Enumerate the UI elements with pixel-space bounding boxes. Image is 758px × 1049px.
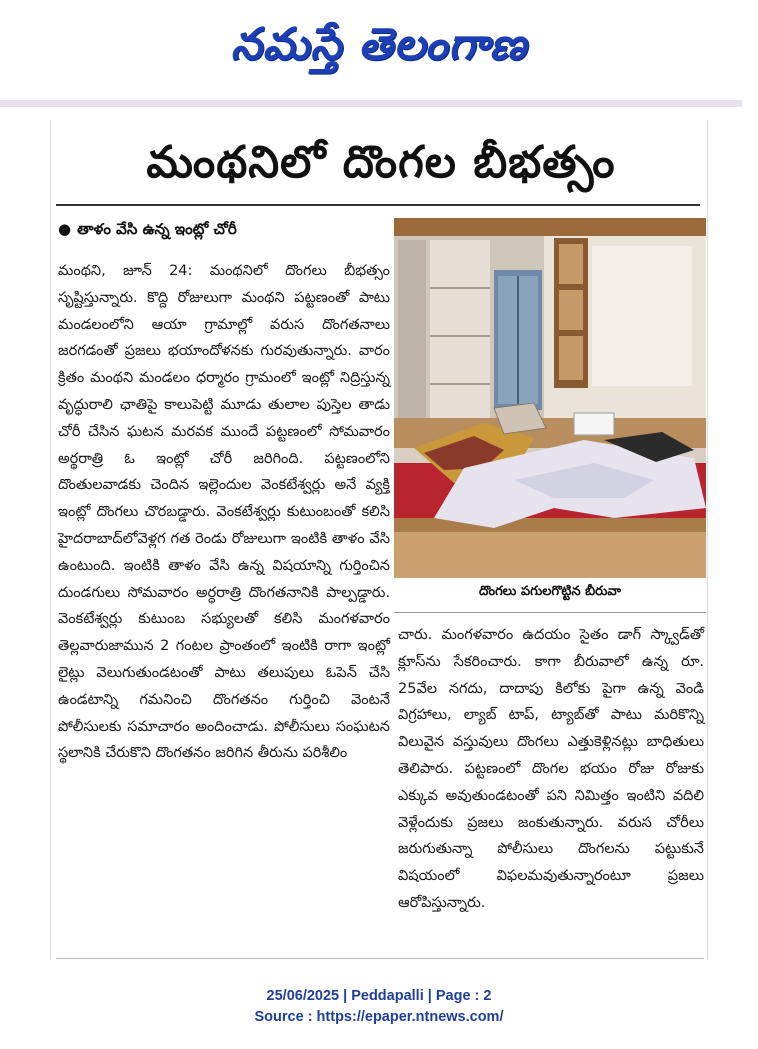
masthead xyxy=(0,0,758,100)
photo-caption: దొంగలు పగులగొట్టిన బీరువా xyxy=(479,584,621,599)
footer-edition-info: 25/06/2025 | Peddapalli | Page : 2 xyxy=(266,988,492,1004)
body-text-right: చారు. మంగళవారం ఉదయం సైతం డాగ్ స్క్వాడ్‌తో క్లూస్‌ను సేకరించారు. కాగా బీరువాలో ఉన్న రూ. 25వేల నగదు, దాదాపు కిలోకు పైగా ఉన్న వెండి విగ్రహాలు, ల్యాబ్ టాప్, ట్యాబ్‌తో పాటు మరికొన్ని విలువైన వస్తువులు దొంగలు ఎత్తుకెళ్లినట్లు బాధితులు తెలిపారు. పట్టణంలో దొంగల భయం రోజు రోజుకు ఎక్కువ అవుతుండటంతో పని నిమిత్తం ఇంటిని వదిలి వెళ్లేందుకు ప్రజలు జంకుతున్నారు. వరుస చోరీలు జరుగుతున్నా పోలీసులు దొంగలను పట్టుకునే విషయంలో విఫలమవుతున్నారంటూ ప్రజలు ఆరోపిస్తున్నారు. xyxy=(398,627,704,911)
bullet-icon: ● xyxy=(58,220,72,238)
article-subhead xyxy=(58,220,388,242)
masthead-divider xyxy=(0,100,742,107)
footer xyxy=(0,986,758,1028)
article-headline: మంథనిలో దొంగల బీభత్సం xyxy=(146,137,616,188)
newspaper-logo: నమస్తే తెలంగాణ xyxy=(230,19,528,70)
article-body-right-column xyxy=(398,622,704,917)
headline-divider xyxy=(56,204,700,206)
caption-divider xyxy=(394,612,706,613)
article-bottom-divider xyxy=(56,958,704,959)
article-body-left-column xyxy=(58,258,390,767)
subhead-text: తాళం వేసి ఉన్న ఇంట్లో చోరీ xyxy=(77,220,237,238)
footer-source-link[interactable]: Source : https://epaper.ntnews.com/ xyxy=(254,1009,504,1025)
bedroom-cupboard-photo xyxy=(394,218,706,578)
article-photo xyxy=(394,218,706,578)
body-text-left: మంథని, జూన్ 24: మంథనిలో దొంగలు బీభత్సం సృష్టిస్తున్నారు. కొద్ది రోజులుగా మంథని పట్టణంతో పాటు మండలంలోని ఆయా గ్రామాల్లో వరుస దొంగతనాలు జరగడంతో ప్రజలు భయాందోళనకు గురవుతున్నారు. వారం క్రితం మంథని మండలం ధర్మారం గ్రామంలో ఇంట్లో నిద్రిస్తున్న వృద్ధురాలి ఛాతిపై కాలుపెట్టి మూడు తులాల పుస్తెల తాడు చోరీ చేసిన ఘటన మరవక ముందే పట్టణంలో సోమవారం అర్థరాత్రి ఓ ఇంట్లో చోరీ జరిగింది. పట్టణంలోని దొంతులవాడకు చెందిన ఇల్లెందుల వెంకటేశ్వర్లు అనే వ్యక్తి ఇంట్లో దొంగలు చొరబడ్డారు. వెంకటేశ్వర్లు కుటుంబంతో కలిసి హైదరాబాద్‌లోవెళ్లగ గత రెండు రోజులుగా ఇంటికి తాళం వేసి ఉంటుంది. ఇంటికి తాళం వేసి ఉన్న విషయాన్ని గుర్తించిన దుండగులు సోమవారం అర్ధరాత్రి దొంగతనానికి పాల్పడ్డారు. వెంకటేశ్వర్లు కుటుంబ సభ్యులతో కలిసి మంగళవారం తెల్లవారుజామున 2 గంటల ప్రాంతంలో ఇంటికి రాగా ఇంట్లో లైట్లు వెలుగుతుండటంతో పాటు తలుపులు ఓపెన్ చేసి ఉండటాన్ని గమనించి దొంగతనం గుర్తించి వెంటనే పోలీసులకు సమాచారం అందించాడు. పోలీసులు సంఘటన స్థలానికి చేరుకొని దొంగతనం జరిగిన తీరును పరిశీలిం xyxy=(58,263,390,762)
